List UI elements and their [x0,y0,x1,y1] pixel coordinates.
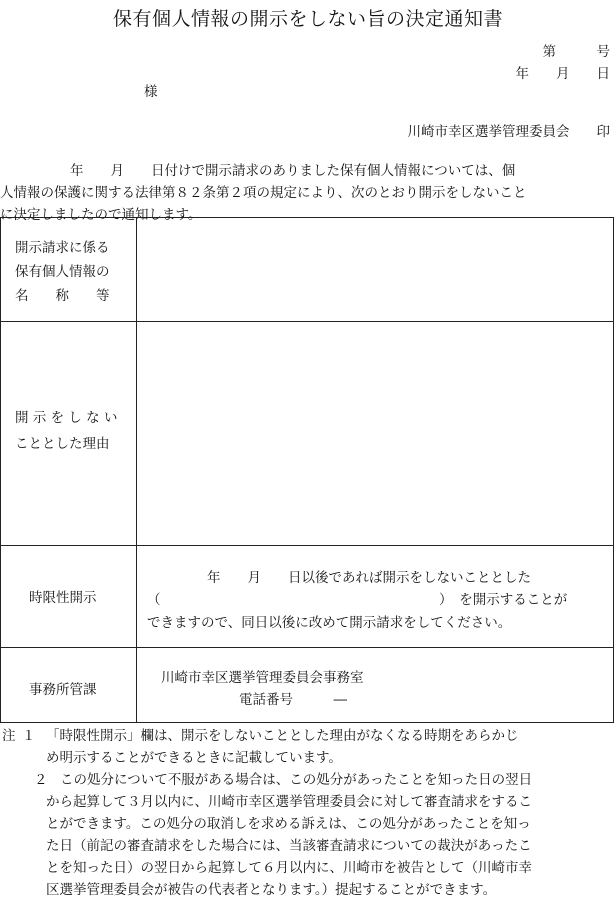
label-cell [1,218,137,321]
row-reason [1,322,613,546]
label-line: こととした理由 [15,436,110,452]
issuer-name: 川崎市幸区選挙管理委員会 印 [407,124,610,140]
row-office [1,648,613,722]
office-name: 川崎市幸区選挙管理委員会事務室 [161,670,364,686]
time-limited-line-1: 年 月 日以後であれば開示をしないこととした [207,570,531,586]
intro-line-2: 人情報の保護に関する法律第８２条第２項の規定により、次のとおり開示をしないこと [0,185,527,201]
label-cell [1,322,137,545]
notes-section [0,725,612,901]
label-line: 名 称 等 [15,288,110,304]
intro-line-1: 年 月 日付けで開示請求のありました保有個人情報については、個 [70,163,516,179]
time-limited-paren-open: （ [147,592,161,608]
note-mark: 注 [2,728,16,744]
label-line: 事務所管課 [29,682,97,698]
note-line: た日（前記の審査請求をした場合には、当該審査請求についての裁決があったこ [46,838,532,854]
label-line: 開示請求に係る [15,240,110,256]
note-line: め明示することができるときに記載しています。 [46,750,342,766]
addressee-honorific: 様 [144,84,158,100]
label-cell [1,648,137,722]
note-line: とを知った日）の翌日から起算して６月以内に、川崎市を被告として（川崎市幸 [46,860,532,876]
note-number: ２ [34,772,48,788]
row-time-limited [1,546,613,648]
label-line: 保有個人情報の [15,264,110,280]
intro-line-3: に決定しましたので通知します。 [0,207,202,223]
note-line: とができます。この処分の取消しを求める訴えは、この処分があったことを知っ [46,816,531,832]
note-line: から起算して３月以内に、川崎市幸区選挙管理委員会に対して審査請求をするこ [46,794,532,810]
label-cell [1,546,137,647]
row-requested-info [1,218,613,322]
label-line: 時限性開示 [29,590,97,606]
office-phone: 電話番号 ― [239,692,347,708]
time-limited-paren-close: ） を開示することが [439,592,568,608]
decision-table [0,217,614,723]
issue-date: 年 月 日 [515,66,610,82]
note-line: この処分について不服がある場合は、この処分があったことを知った日の翌日 [60,772,533,788]
label-line: 開 示 を し な い [15,410,118,426]
note-1 [0,725,612,769]
note-line: 区選挙管理委員会が被告の代表者となります。）提起することができます。 [46,882,497,898]
note-line: 「時限性開示」欄は、開示をしないこととした理由がなくなる時期をあらかじ [46,728,519,744]
note-2 [0,769,612,901]
time-limited-line-3: できますので、同日以後に改めて開示請求をしてください。 [147,615,512,631]
note-number: １ [22,728,36,744]
document-number: 第 号 [542,44,610,60]
document-title: 保有個人情報の開示をしない旨の決定通知書 [112,8,503,30]
